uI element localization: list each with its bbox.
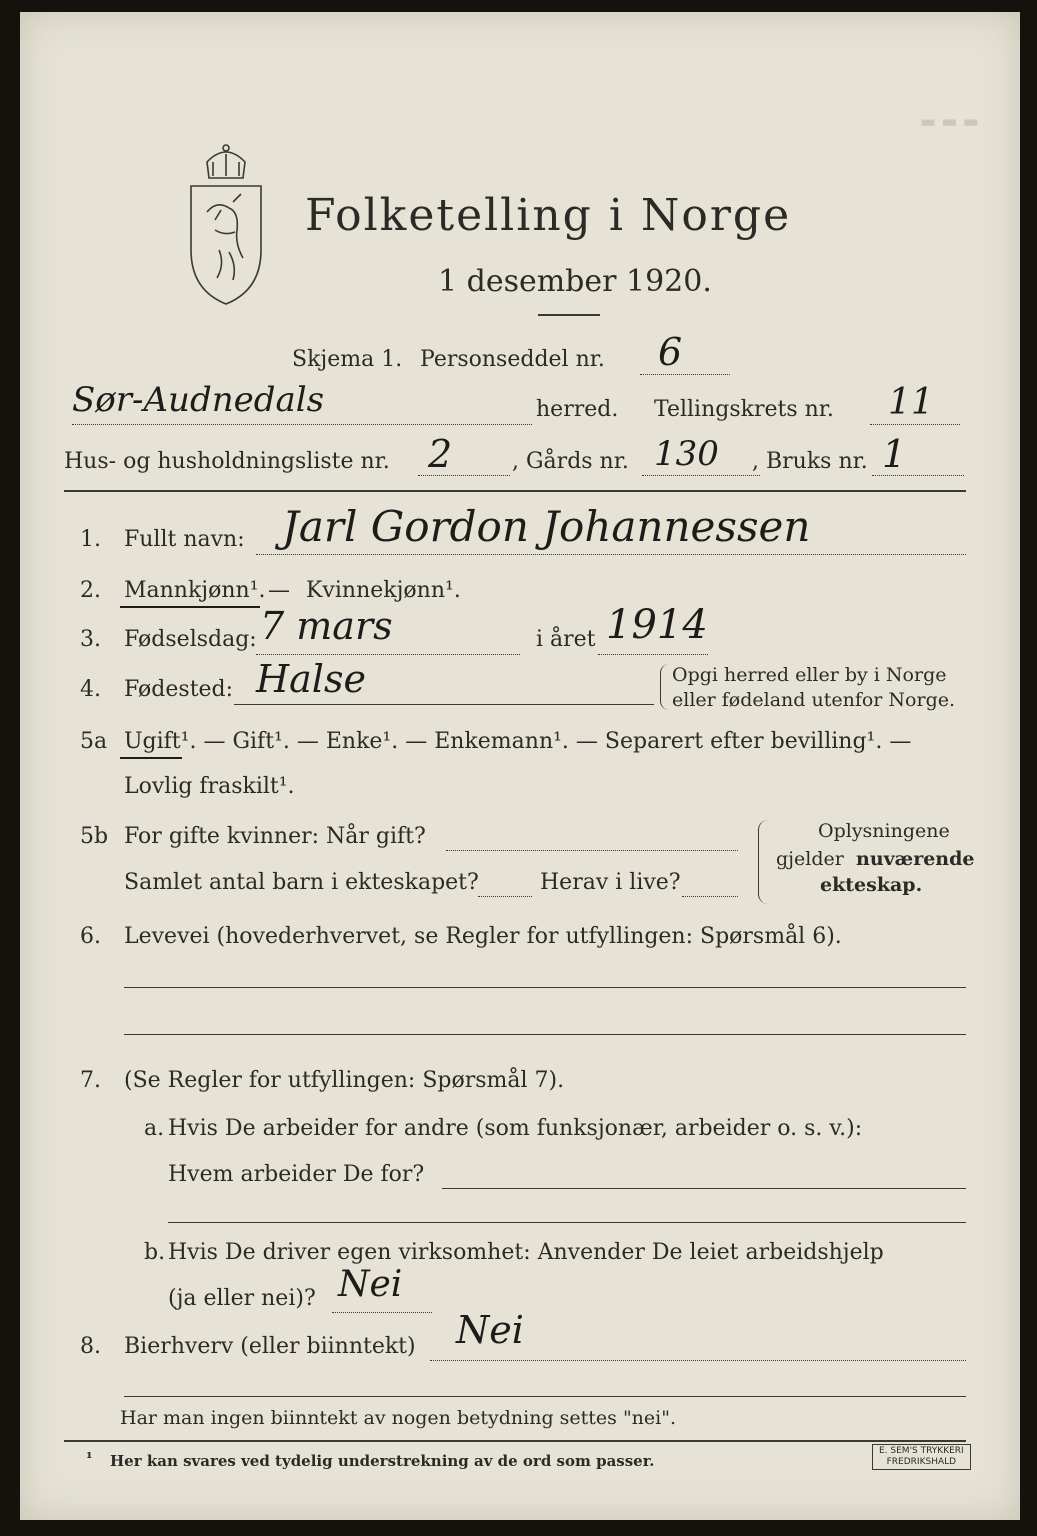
marriage-note-brace — [758, 820, 769, 904]
q7b-line1: Hvis De driver egen virksomhet: Anvender De leiet arbeidshjelp — [168, 1240, 884, 1265]
side-income-label: Bierhverv (eller biinntekt) — [124, 1334, 416, 1359]
birthplace-line — [234, 704, 654, 705]
husliste-label: Hus- og husholdningsliste nr. — [64, 449, 390, 474]
tellingskrets-line — [870, 424, 960, 425]
q3-label: Fødselsdag: — [124, 627, 257, 652]
q5b-number: 5b — [80, 824, 109, 849]
herred-line — [72, 424, 532, 425]
occupation-label: Levevei (hovederhvervet, se Regler for utfyllingen: Spørsmål 6). — [124, 924, 842, 949]
birthplace-note-line2: eller fødeland utenfor Norge. — [672, 689, 956, 711]
q1-number: 1. — [80, 527, 101, 552]
tellingskrets-value: 11 — [888, 382, 934, 423]
herred-label: herred. — [536, 397, 619, 422]
q7b-number: b. — [144, 1240, 166, 1265]
marriage-note-line3: ekteskap. — [820, 874, 923, 896]
birthplace-note-line1: Opgi herred eller by i Norge — [672, 664, 947, 686]
husliste-value: 2 — [428, 432, 453, 476]
census-date: 1 desember 1920. — [438, 264, 712, 299]
q2-separator: — — [268, 578, 290, 603]
footnote-marker: ¹ — [86, 1449, 93, 1467]
skjema-label: Skjema 1. — [292, 347, 403, 372]
side-income-line-2 — [124, 1396, 966, 1397]
marriage-note-line2a: gjelder — [776, 848, 844, 870]
hired-help-value: Nei — [338, 1264, 403, 1305]
q2-number: 2. — [80, 578, 101, 603]
printer-line2: FREDRIKSHALD — [886, 1457, 957, 1467]
header-rule — [64, 490, 966, 492]
footer-note: Har man ingen biinntekt av nogen betydning settes "nei". — [120, 1407, 677, 1429]
gards-label: , Gårds nr. — [512, 449, 629, 474]
employer-label: Hvem arbeider De for? — [168, 1162, 425, 1187]
ugift-underline — [120, 757, 182, 759]
male-option: Mannkjønn¹. — [124, 578, 266, 603]
birthplace-note-brace — [660, 664, 669, 710]
marriage-note-line1: Oplysningene — [818, 820, 950, 842]
hired-help-line — [332, 1312, 432, 1313]
employer-line — [442, 1188, 966, 1189]
married-line — [446, 850, 738, 851]
birthday-line — [256, 654, 520, 655]
footer-rule — [64, 1440, 966, 1442]
q7-number: 7. — [80, 1068, 101, 1093]
bleed-through-text: ▬ ▬ ▬ — [920, 112, 979, 132]
personseddel-value: 6 — [658, 330, 683, 374]
alive-label: Herav i live? — [540, 870, 681, 895]
coat-of-arms-icon — [185, 140, 267, 308]
children-line — [478, 896, 532, 897]
hired-help-label: (ja eller nei)? — [168, 1286, 316, 1311]
q4-number: 4. — [80, 677, 101, 702]
alive-line — [682, 896, 738, 897]
gards-value: 130 — [654, 434, 719, 474]
q7a-line1: Hvis De arbeider for andre (som funksjonær, arbeider o. s. v.): — [168, 1116, 863, 1141]
q1-label: Fullt navn: — [124, 527, 245, 552]
children-label: Samlet antal barn i ekteskapet? — [124, 870, 479, 895]
title-divider — [538, 314, 600, 316]
personseddel-line — [640, 374, 730, 375]
printer-stamp — [872, 1444, 971, 1470]
q5a-number: 5a — [80, 729, 108, 754]
printer-line1: E. SEM'S TRYKKERI — [879, 1446, 964, 1456]
side-income-value: Nei — [456, 1308, 524, 1352]
tellingskrets-label: Tellingskrets nr. — [654, 397, 834, 422]
q4-label: Fødested: — [124, 677, 234, 702]
male-underline — [120, 606, 260, 608]
bruks-label: , Bruks nr. — [752, 449, 868, 474]
page-title: Folketelling i Norge — [305, 190, 792, 241]
bruks-value: 1 — [882, 432, 907, 476]
occupation-line-1 — [124, 987, 966, 988]
birthplace-value: Halse — [256, 657, 366, 701]
civil-status-options-cont: Lovlig fraskilt¹. — [124, 774, 295, 799]
q6-number: 6. — [80, 924, 101, 949]
full-name-value: Jarl Gordon Johannessen — [282, 502, 811, 551]
gards-line — [642, 475, 760, 476]
year-line — [598, 654, 708, 655]
personseddel-label: Personseddel nr. — [420, 347, 605, 372]
q7a-number: a. — [144, 1116, 165, 1141]
civil-status-options: Ugift¹. — Gift¹. — Enke¹. — Enkemann¹. — Separert efter bevilling¹. — — [124, 729, 912, 754]
q3-number: 3. — [80, 627, 101, 652]
herred-value: Sør-Audnedals — [72, 380, 325, 420]
birth-year-value: 1914 — [606, 602, 708, 648]
married-label: For gifte kvinner: Når gift? — [124, 824, 426, 849]
occupation-line-2 — [124, 1034, 966, 1035]
q1-line — [256, 554, 966, 555]
census-form-page — [20, 12, 1020, 1520]
marriage-note-line2b: nuværende — [856, 848, 975, 870]
q8-number: 8. — [80, 1334, 101, 1359]
year-label: i året — [536, 627, 596, 652]
q7-label: (Se Regler for utfyllingen: Spørsmål 7). — [124, 1068, 565, 1093]
employer-line-2 — [168, 1222, 966, 1223]
female-option: Kvinnekjønn¹. — [306, 578, 461, 603]
side-income-line — [430, 1360, 966, 1361]
birthday-value: 7 mars — [260, 604, 393, 648]
footnote-text: Her kan svares ved tydelig understrekning av de ord som passer. — [110, 1452, 655, 1470]
